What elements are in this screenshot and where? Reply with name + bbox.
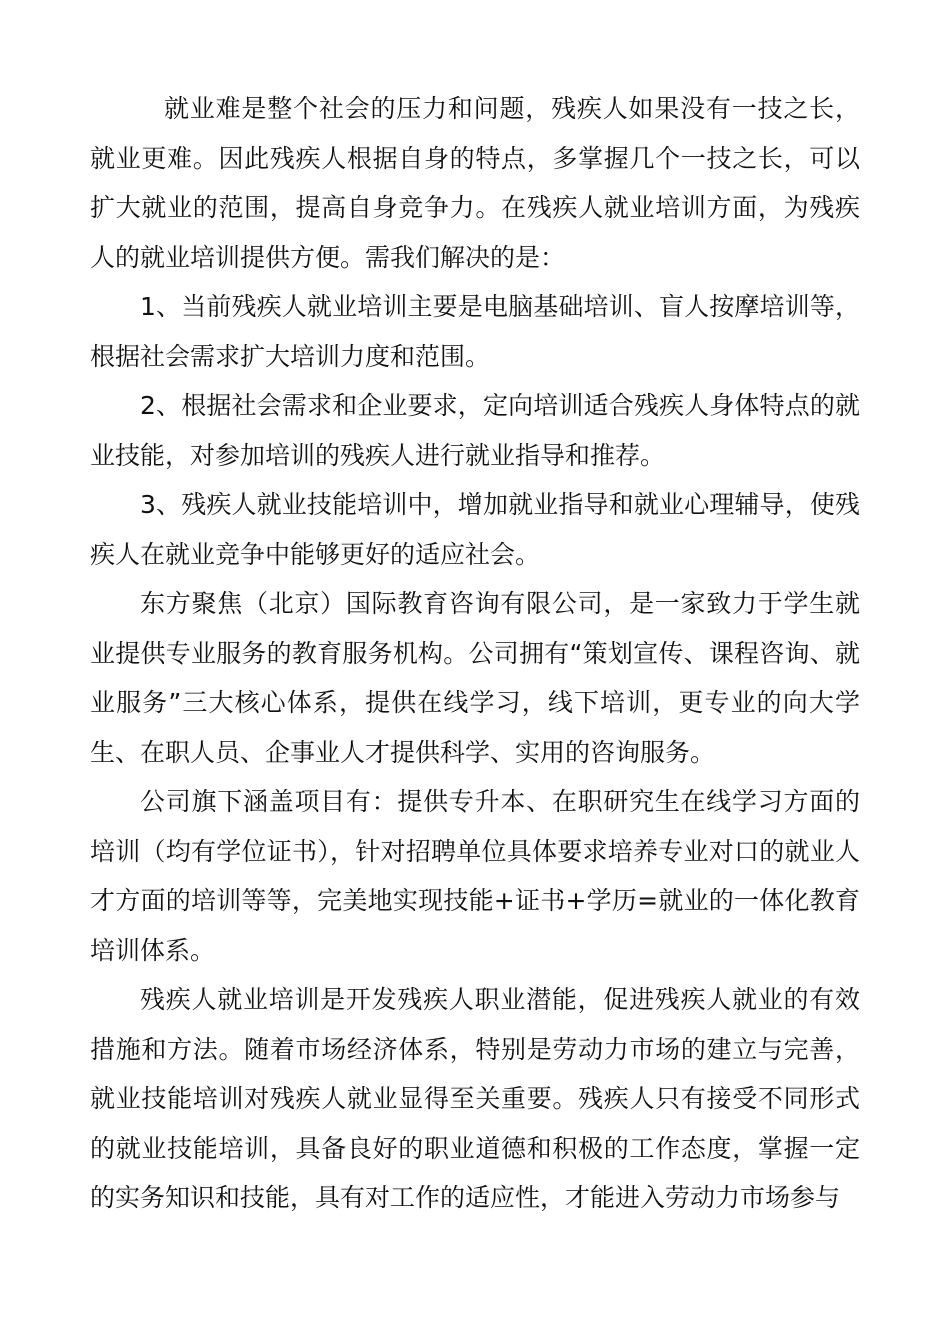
paragraph-item-2: 2、根据社会需求和企业要求，定向培训适合残疾人身体特点的就业技能，对参加培训的残疾人进行就业指导和推荐。 [90, 391, 860, 470]
paragraph-item-3: 3、残疾人就业技能培训中，增加就业指导和就业心理辅导，使残疾人在就业竞争中能够更好的适应社会。 [90, 490, 860, 569]
paragraph-item-1: 1、当前残疾人就业培训主要是电脑基础培训、盲人按摩培训等，根据社会需求扩大培训力度和范围。 [90, 292, 860, 371]
paragraph-company-intro: 东方聚焦（北京）国际教育咨询有限公司，是一家致力于学生就业提供专业服务的教育服务机构。公司拥有“策划宣传、课程咨询、就业服务”三大核心体系，提供在线学习，线下培训，更专业的向大学生、在职人员、企事业人才提供科学、实用的咨询服务。 [90, 589, 860, 767]
paragraph-company-projects: 公司旗下涵盖项目有：提供专升本、在职研究生在线学习方面的培训（均有学位证书），针对招聘单位具体要求培养专业对口的就业人才方面的培训等等，完美地实现技能+证书+学历=就业的一体化教育培训体系。 [90, 787, 860, 965]
paragraph-intro: 就业难是整个社会的压力和问题，残疾人如果没有一技之长，就业更难。因此残疾人根据自身的特点，多掌握几个一技之长，可以扩大就业的范围，提高自身竞争力。在残疾人就业培训方面，为残疾人的就业培训提供方便。需我们解决的是： [90, 94, 860, 272]
document-body [90, 84, 860, 1223]
paragraph-training-importance: 残疾人就业培训是开发残疾人职业潜能，促进残疾人就业的有效措施和方法。随着市场经济体系，特别是劳动力市场的建立与完善，就业技能培训对残疾人就业显得至关重要。残疾人只有接受不同形式的就业技能培训，具备良好的职业道德和积极的工作态度，掌握一定的实务知识和技能，具有对工作的适应性，才能进入劳动力市场参与 [90, 985, 860, 1212]
